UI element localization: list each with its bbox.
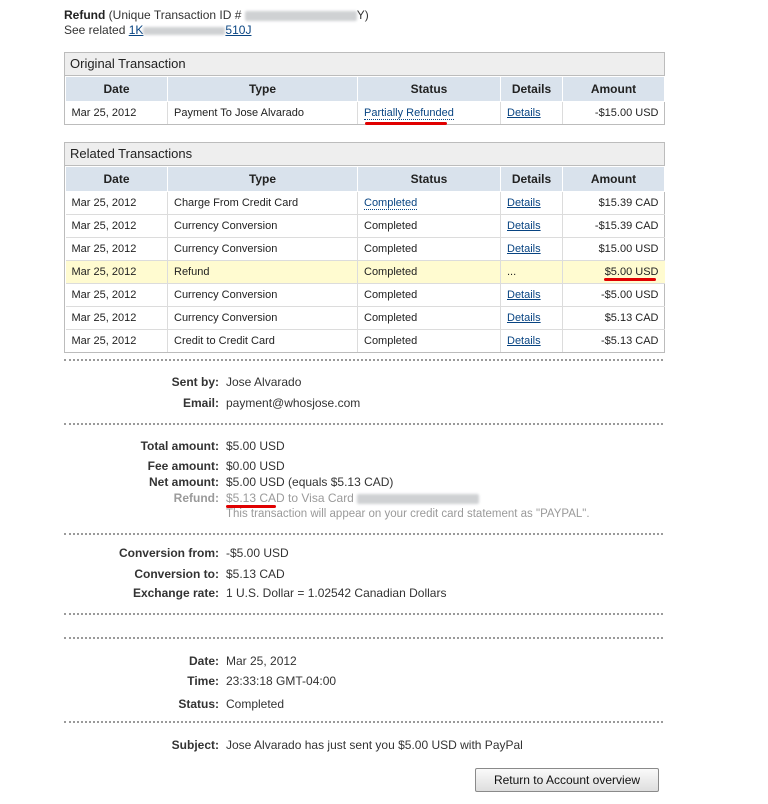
details-cell bbox=[501, 330, 563, 353]
type-cell: Credit to Credit Card bbox=[168, 330, 358, 353]
date-cell: Mar 25, 2012 bbox=[66, 102, 168, 125]
type-cell: Payment To Jose Alvarado bbox=[168, 102, 358, 125]
header-line-1 bbox=[64, 8, 369, 23]
details-cell-link[interactable]: Details bbox=[507, 312, 541, 324]
net-amount-label: Net amount: bbox=[149, 475, 219, 489]
details-cell bbox=[501, 192, 563, 215]
details-cell-link[interactable]: Details bbox=[507, 289, 541, 301]
details-cell: ... bbox=[501, 261, 563, 284]
type-cell: Currency Conversion bbox=[168, 284, 358, 307]
status-cell: Completed bbox=[358, 215, 501, 238]
details-cell-link[interactable]: Details bbox=[507, 220, 541, 232]
table-row bbox=[66, 238, 665, 261]
date-cell: Mar 25, 2012 bbox=[66, 192, 168, 215]
date-row bbox=[64, 652, 664, 670]
table-row bbox=[66, 330, 665, 353]
amount-cell: -$5.13 CAD bbox=[563, 330, 665, 353]
conversion-to-value: $5.13 CAD bbox=[226, 567, 285, 581]
subject-label: Subject: bbox=[171, 738, 219, 752]
exchange-rate-value: 1 U.S. Dollar = 1.02542 Canadian Dollars bbox=[226, 586, 447, 600]
email-row bbox=[64, 394, 664, 412]
date-cell: Mar 25, 2012 bbox=[66, 330, 168, 353]
time-row bbox=[64, 672, 664, 690]
status-row bbox=[64, 695, 664, 713]
conversion-to-row bbox=[64, 565, 664, 583]
original-column-header: Amount bbox=[563, 77, 665, 102]
related-transactions-title: Related Transactions bbox=[65, 143, 664, 166]
divider bbox=[64, 359, 663, 361]
original-transaction-panel bbox=[64, 52, 665, 125]
type-cell: Refund bbox=[168, 261, 358, 284]
related-column-header: Amount bbox=[563, 167, 665, 192]
date-cell: Mar 25, 2012 bbox=[66, 215, 168, 238]
annotation-underline bbox=[365, 122, 447, 125]
date-cell: Mar 25, 2012 bbox=[66, 261, 168, 284]
date-value: Mar 25, 2012 bbox=[226, 654, 297, 668]
total-amount-value: $5.00 USD bbox=[226, 439, 285, 453]
email-value: payment@whosjose.com bbox=[226, 396, 361, 410]
table-row bbox=[66, 215, 665, 238]
type-cell: Currency Conversion bbox=[168, 238, 358, 261]
original-column-header: Date bbox=[66, 77, 168, 102]
amount-cell: -$5.00 USD bbox=[563, 284, 665, 307]
refund-amount: $5.13 CAD bbox=[226, 491, 285, 505]
date-label: Date: bbox=[188, 654, 219, 668]
status-cell: Completed bbox=[358, 307, 501, 330]
table-row bbox=[66, 284, 665, 307]
details-cell-link[interactable]: Details bbox=[507, 107, 541, 119]
status-value: Completed bbox=[226, 697, 285, 711]
redacted-card-number bbox=[357, 494, 479, 504]
fee-amount-label: Fee amount: bbox=[147, 459, 219, 473]
amount-cell: $15.39 CAD bbox=[563, 192, 665, 215]
details-cell bbox=[501, 238, 563, 261]
details-cell-link[interactable]: Details bbox=[507, 197, 541, 209]
see-related-label: See related bbox=[64, 23, 126, 37]
amount-cell: $5.00 USD bbox=[563, 261, 665, 284]
table-row bbox=[66, 192, 665, 215]
status-cell bbox=[358, 192, 501, 215]
status-label: Status: bbox=[178, 697, 219, 711]
annotation-underline bbox=[604, 278, 656, 281]
amount-cell: $15.00 USD bbox=[563, 238, 665, 261]
total-amount-label: Total amount: bbox=[140, 439, 219, 453]
related-column-header: Details bbox=[501, 167, 563, 192]
transaction-id-end: Y) bbox=[356, 8, 369, 22]
status-cell: Completed bbox=[358, 261, 501, 284]
page-title: Refund bbox=[64, 8, 106, 22]
original-column-header: Details bbox=[501, 77, 563, 102]
amount-cell: -$15.00 USD bbox=[563, 102, 665, 125]
divider bbox=[64, 637, 663, 639]
details-cell-link[interactable]: Details bbox=[507, 243, 541, 255]
exchange-rate-label: Exchange rate: bbox=[132, 586, 219, 600]
type-cell: Currency Conversion bbox=[168, 215, 358, 238]
original-transaction-title: Original Transaction bbox=[65, 53, 664, 76]
conversion-from-label: Conversion from: bbox=[118, 546, 219, 560]
related-transactions-table bbox=[65, 166, 665, 352]
header-line-2 bbox=[64, 23, 369, 38]
date-cell: Mar 25, 2012 bbox=[66, 238, 168, 261]
status-cell: Completed bbox=[358, 284, 501, 307]
divider bbox=[64, 533, 663, 535]
details-cell bbox=[501, 102, 563, 125]
redacted-transaction-id bbox=[245, 11, 357, 21]
details-cell bbox=[501, 307, 563, 330]
transaction-id-label: (Unique Transaction ID # bbox=[108, 8, 242, 22]
subject-row bbox=[64, 736, 664, 754]
divider bbox=[64, 423, 663, 425]
table-row bbox=[66, 307, 665, 330]
related-transactions-panel bbox=[64, 142, 665, 353]
status-cell: Completed bbox=[358, 238, 501, 261]
sent-by-row bbox=[64, 373, 664, 391]
original-column-header: Status bbox=[358, 77, 501, 102]
sent-by-value: Jose Alvarado bbox=[226, 375, 302, 389]
details-cell bbox=[501, 284, 563, 307]
date-cell: Mar 25, 2012 bbox=[66, 307, 168, 330]
related-transaction-link[interactable]: 1K 510J bbox=[128, 23, 252, 37]
details-cell bbox=[501, 215, 563, 238]
net-amount-value: $5.00 USD (equals $5.13 CAD) bbox=[226, 475, 394, 489]
refund-label: Refund: bbox=[173, 491, 219, 505]
time-label: Time: bbox=[187, 674, 219, 688]
conversion-to-label: Conversion to: bbox=[134, 567, 219, 581]
total-amount-row bbox=[64, 437, 664, 455]
date-cell: Mar 25, 2012 bbox=[66, 284, 168, 307]
original-transaction-table bbox=[65, 76, 665, 124]
related-column-header: Status bbox=[358, 167, 501, 192]
statement-note: This transaction will appear on your credit card statement as "PAYPAL". bbox=[226, 508, 590, 520]
statement-note-row bbox=[64, 505, 664, 523]
details-cell-link[interactable]: Details bbox=[507, 335, 541, 347]
amount-cell: $5.13 CAD bbox=[563, 307, 665, 330]
return-to-account-overview-button[interactable]: Return to Account overview bbox=[475, 768, 659, 792]
related-column-header: Type bbox=[168, 167, 358, 192]
table-row bbox=[66, 102, 665, 125]
sent-by-label: Sent by: bbox=[171, 375, 219, 389]
status-cell-link[interactable]: Partially Refunded bbox=[364, 107, 454, 119]
email-label: Email: bbox=[182, 396, 219, 410]
amount-cell: -$15.39 CAD bbox=[563, 215, 665, 238]
status-cell-link[interactable]: Completed bbox=[364, 197, 418, 209]
refund-to: to Visa Card bbox=[288, 491, 354, 505]
divider bbox=[64, 613, 663, 615]
type-cell: Currency Conversion bbox=[168, 307, 358, 330]
related-column-header: Date bbox=[66, 167, 168, 192]
status-cell bbox=[358, 102, 501, 125]
subject-value: Jose Alvarado has just sent you $5.00 USD with PayPal bbox=[226, 738, 523, 752]
conversion-from-row bbox=[64, 544, 664, 562]
conversion-from-value: -$5.00 USD bbox=[226, 546, 289, 560]
fee-amount-value: $0.00 USD bbox=[226, 459, 285, 473]
exchange-rate-row bbox=[64, 584, 664, 602]
table-row bbox=[66, 261, 665, 284]
divider bbox=[64, 721, 663, 723]
time-value: 23:33:18 GMT-04:00 bbox=[226, 674, 337, 688]
transaction-header bbox=[64, 8, 369, 38]
original-column-header: Type bbox=[168, 77, 358, 102]
type-cell: Charge From Credit Card bbox=[168, 192, 358, 215]
status-cell: Completed bbox=[358, 330, 501, 353]
